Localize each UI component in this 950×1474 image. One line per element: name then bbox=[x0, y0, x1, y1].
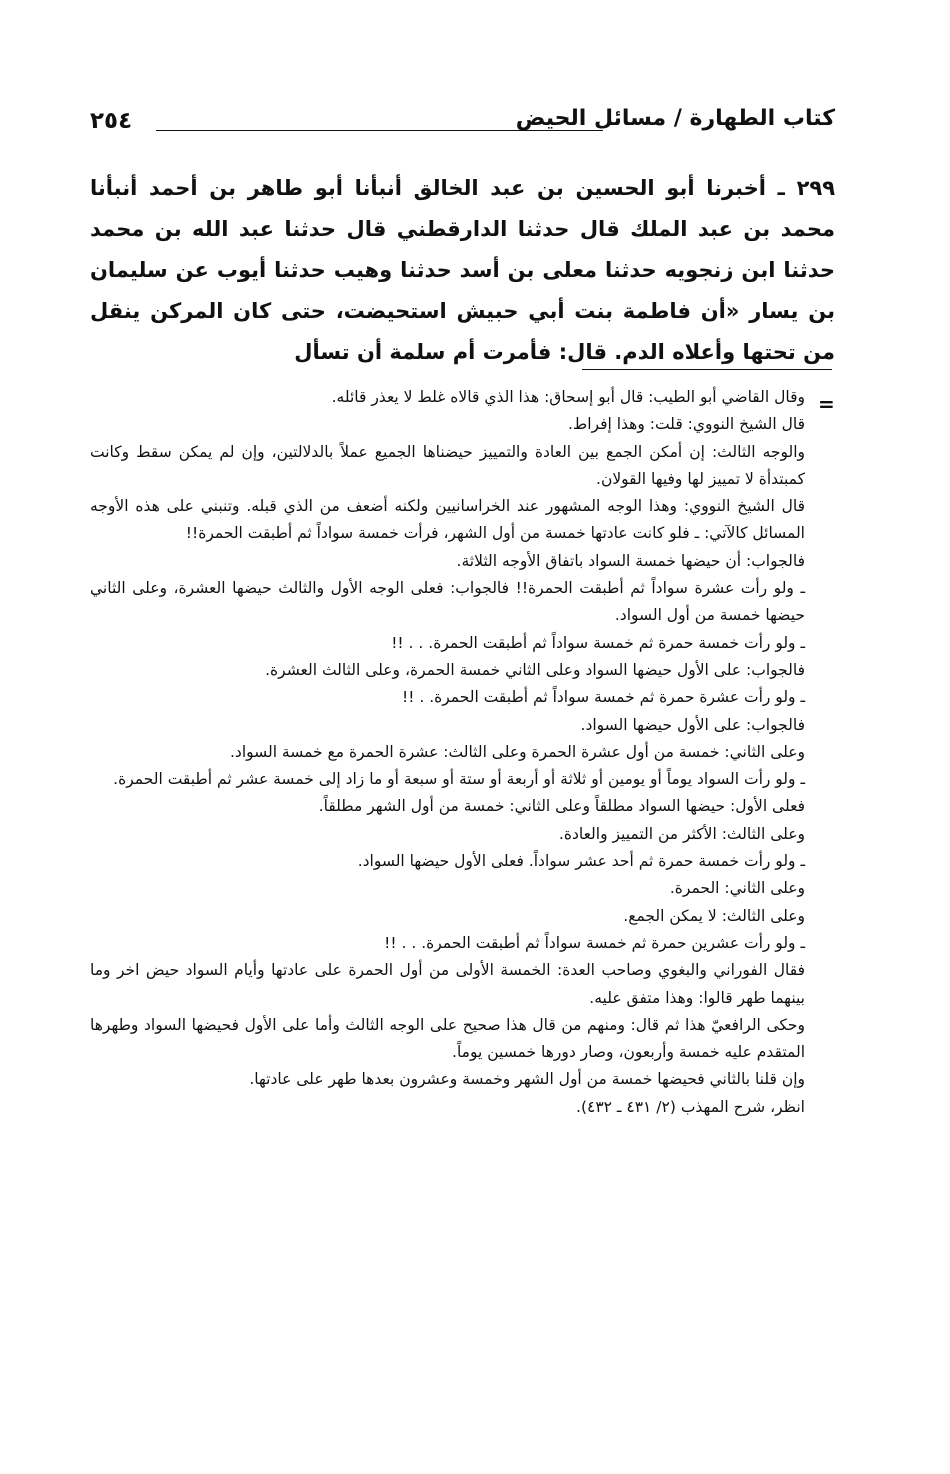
footnote-line: ـ ولو رأت عشرة حمرة ثم خمسة سواداً ثم أطبقت الحمرة. . !! bbox=[401, 688, 805, 707]
page-header bbox=[90, 104, 835, 140]
footnote-continuation-mark: = bbox=[818, 392, 835, 416]
footnotes bbox=[90, 384, 805, 1121]
footnote-line: ـ ولو رأت خمسة حمرة ثم خمسة سواداً ثم أطبقت الحمرة. . . !! bbox=[391, 633, 805, 652]
footnote-line: وعلى الثاني: خمسة من أول عشرة الحمرة وعلى الثالث: عشرة الحمرة مع خمسة السواد. bbox=[230, 742, 805, 761]
footnote-line: وحكى الرافعيّ هذا ثم قال: ومنهم من قال هذا صحيح على الوجه الثالث وأما على الأول فحيضها السواد وطهرها المتقدم عليه خمسة وأربعون، وصار دورها خمسين يوماً. bbox=[90, 1015, 805, 1062]
page-number: ٢٥٤ bbox=[90, 108, 133, 134]
hadith-number: ٢٩٩ ـ bbox=[777, 176, 836, 200]
footnote-line: وإن قلنا بالثاني فحيضها خمسة من أول الشهر وخمسة وعشرون بعدها طهر على عادتها. bbox=[249, 1070, 805, 1089]
footnote-line: قال الشيخ النووي: قلت: وهذا إفراط. bbox=[567, 415, 805, 434]
footnote-separator bbox=[582, 369, 832, 370]
footnote-line: وقال القاضي أبو الطيب: قال أبو إسحاق: هذا الذي قالاه غلط لا يعذر قائله. bbox=[331, 388, 805, 406]
footnote-line: فالجواب: أن حيضها خمسة السواد باتفاق الأوجه الثلاثة. bbox=[456, 551, 805, 570]
footnote-line: وعلى الثاني: الحمرة. bbox=[669, 879, 805, 898]
main-text bbox=[90, 168, 835, 373]
footnote-line: انظر، شرح المهذب (٢/ ٤٣١ ـ ٤٣٢). bbox=[576, 1097, 805, 1116]
footnote-line: فالجواب: على الأول حيضها السواد. bbox=[580, 715, 805, 734]
footnote-line: فعلى الأول: حيضها السواد مطلقاً وعلى الثاني: خمسة من أول الشهر مطلقاً. bbox=[318, 797, 805, 816]
footnote-line: فقال الفوراني والبغوي وصاحب العدة: الخمسة الأولى من أول الحمرة على عادتها وأيام السواد حيض اخر وما بينهما طهر قالوا: وهذا متفق عليه. bbox=[90, 961, 805, 1007]
footnote-line: قال الشيخ النووي: وهذا الوجه المشهور عند الخراسانيين ولكنه أضعف من الذي قبله. وتنبني على هذه الأوجه المسائل كالآتي: ـ فلو كانت عادتها خمسة من أول الشهر، فرأت خمسة سواداً ثم أطبقت الحمرة!! bbox=[90, 497, 805, 543]
hadith-text: أخبرنا أبو الحسين بن عبد الخالق أنبأنا أبو طاهر بن أحمد أنبأنا محمد بن عبد الملك قال حدثنا الدارقطني قال حدثنا عبد الله بن محمد حدثنا ابن زنجويه حدثنا معلى بن أسد حدثنا وهيب حدثنا أيوب عن سليمان بن يسار «أن فاطمة بنت أبي حبيش استحيضت، حتى كان المركن ينقل من تحتها وأعلاه الدم. قال: فأمرت أم سلمة أن تسأل bbox=[90, 176, 835, 364]
footnote-line: وعلى الثالث: لا يمكن الجمع. bbox=[623, 906, 805, 925]
footnote-line: وعلى الثالث: الأكثر من التمييز والعادة. bbox=[558, 824, 805, 843]
footnote-line: ـ ولو رأت السواد يوماً أو يومين أو ثلاثة أو أربعة أو ستة أو سبعة أو ما زاد إلى خمسة عشر ثم أطبقت الحمرة. bbox=[113, 770, 805, 789]
footnote-line: ـ ولو رأت عشرين حمرة ثم خمسة سواداً ثم أطبقت الحمرة. . . !! bbox=[384, 933, 805, 952]
running-title: كتاب الطهارة / مسائل الحيض bbox=[515, 106, 835, 131]
footnote-line: ـ ولو رأت خمسة حمرة ثم أحد عشر سواداً. فعلى الأول حيضها السواد. bbox=[357, 852, 805, 871]
footnote-line: فالجواب: على الأول حيضها السواد وعلى الثاني خمسة الحمرة، وعلى الثالث العشرة. bbox=[265, 660, 805, 679]
footnote-line: والوجه الثالث: إن أمكن الجمع بين العادة والتمييز حيضناها الجميع عملاً بالدلالتين، وإن لم يمكن سقط وكانت كمبتدأة لا تمييز لها وفيها القولان. bbox=[90, 442, 805, 488]
footnote-line: ـ ولو رأت عشرة سواداً ثم أطبقت الحمرة!! فالجواب: فعلى الوجه الأول والثالث حيضها العشرة، وعلى الثاني حيضها خمسة من أول السواد. bbox=[90, 579, 805, 625]
